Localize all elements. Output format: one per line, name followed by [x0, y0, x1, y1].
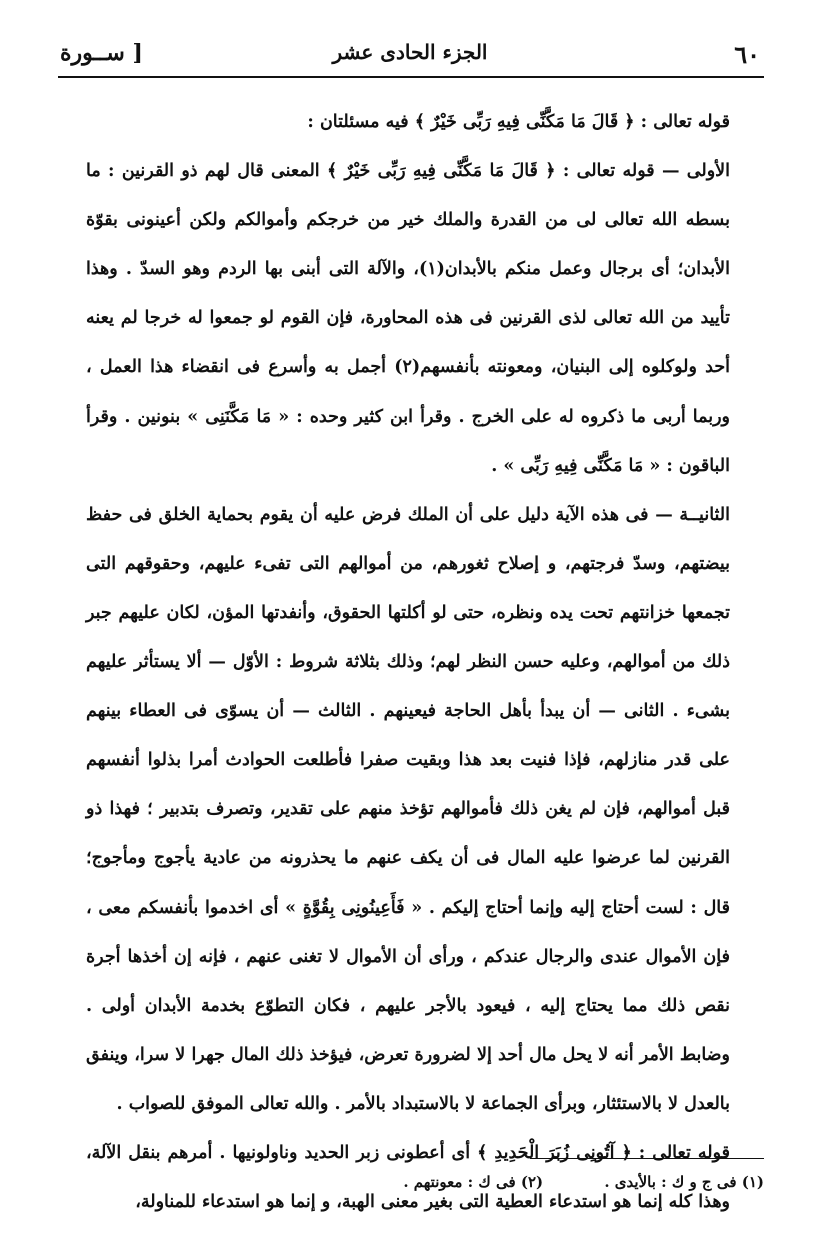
- sura-label: [ ســورة: [60, 40, 143, 66]
- paragraph: الثانيــة — فى هذه الآية دليل على أن الملك فرض عليه أن يقوم بحماية الخلق فى حفظ بيضتهم، وسدّ فرجتهم، و إصلاح ثغورهم، من أموالهم التى تفىء عليهم، وحقوقهم التى تجمعها خزانتهم تحت يده ونظره، حتى لو أكلتها الحقوق، وأنفدتها المؤن، لكان عليهم جبر ذلك من أموالهم، وعليه حسن النظر لهم؛ وذلك بثلاثة شروط : الأوّل — ألا يستأثر عليهم بشىء . الثانى — أن يبدأ بأهل الحاجة فيعينهم . الثالث — أن يسوّى فى العطاء بينهم على قدر منازلهم، فإذا فنيت بعد هذا وبقيت صفرا فأطلعت الحوادث أمرا بذلوا أنفسهم قبل أموالهم، فإن لم يغن ذلك فأموالهم تؤخذ منهم على تقدير، وتصرف بتدبير ؛ فهذا ذو القرنين لما عرضوا عليه المال فى أن يكف عنهم ما يحذرونه من عادية يأجوج ومأجوج؛ قال : لست أحتاج إليه وإنما أحتاج إليكم . « فَأَعِينُونِى بِقُوَّةٍ » أى اخدموا بأنفسكم معى ، فإن الأموال عندى والرجال عندكم ، ورأى أن الأموال لا تغنى عنهم ، فإنه إن أخذها أجرة نقص ذلك مما يحتاج إليه ، فيعود بالأجر عليهم ، فكان التطوّع بخدمة الأبدان أولى . وضابط الأمر أنه لا يحل مال أحد إلا لضرورة تعرض، فيؤخذ ذلك المال جهرا لا سرا، وينفق بالعدل لا بالاستئثار، وبرأى الجماعة لا بالاستبداد بالأمر . والله تعالى الموفق للصواب .: [86, 504, 730, 1114]
- header-rule: [58, 76, 764, 78]
- running-title: الجزء الحادى عشر: [332, 40, 488, 64]
- footnote-2: (٢) فى ك : معونتهم .: [403, 1173, 544, 1191]
- page-header: [60, 36, 760, 76]
- footnote-rule: [530, 1158, 764, 1159]
- footnote-1: (١) فى ج و ك : بالأيدى .: [604, 1173, 764, 1191]
- page-number: ٦٠: [734, 40, 760, 69]
- main-text: [86, 98, 764, 1227]
- paragraph: الأولى — قوله تعالى : ﴿ قَالَ مَا مَكَّنِّى فِيهِ رَبِّى خَيْرٌ ﴾ المعنى قال لهم ذو القرنين : ما بسطه الله تعالى لى من القدرة والملك خير من خرجكم وأموالكم ولكن أعينونى بقوّة الأبدان؛ أى برجال وعمل منكم بالأبدان(١)، والآلة التى أبنى بها الردم وهو السدّ . وهذا تأييد من الله تعالى لذى القرنين فى هذه المحاورة، فإن القوم لو جمعوا له خرجا لم يعنه أحد ولوكلوه إلى البنيان، ومعونته بأنفسهم(٢) أجمل به وأسرع فى انقضاء هذا العمل ، وربما أربى ما ذكروه له على الخرج . وقرأ ابن كثير وحده : « مَا مَكَّنَنِى » بنونين . وقرأ الباقون : « مَا مَكَّنِّى فِيهِ رَبِّى » .: [86, 161, 730, 476]
- paragraph: قوله تعالى : ﴿ قَالَ مَا مَكَّنِّى فِيهِ رَبِّى خَيْرٌ ﴾ فيه مسئلتان :: [307, 112, 730, 132]
- paragraph: قوله تعالى : ﴿ آتُونِى زُبَرَ الْحَدِيدِ ﴾ أى أعطونى زبر الحديد وناولونيها . أمرهم بنقل الآلة، وهذا كله إنما هو استدعاء العطية التى بغير معنى الهبة، و إنما هو استدعاء للمناولة،: [86, 1142, 730, 1213]
- footnotes: [300, 1168, 764, 1196]
